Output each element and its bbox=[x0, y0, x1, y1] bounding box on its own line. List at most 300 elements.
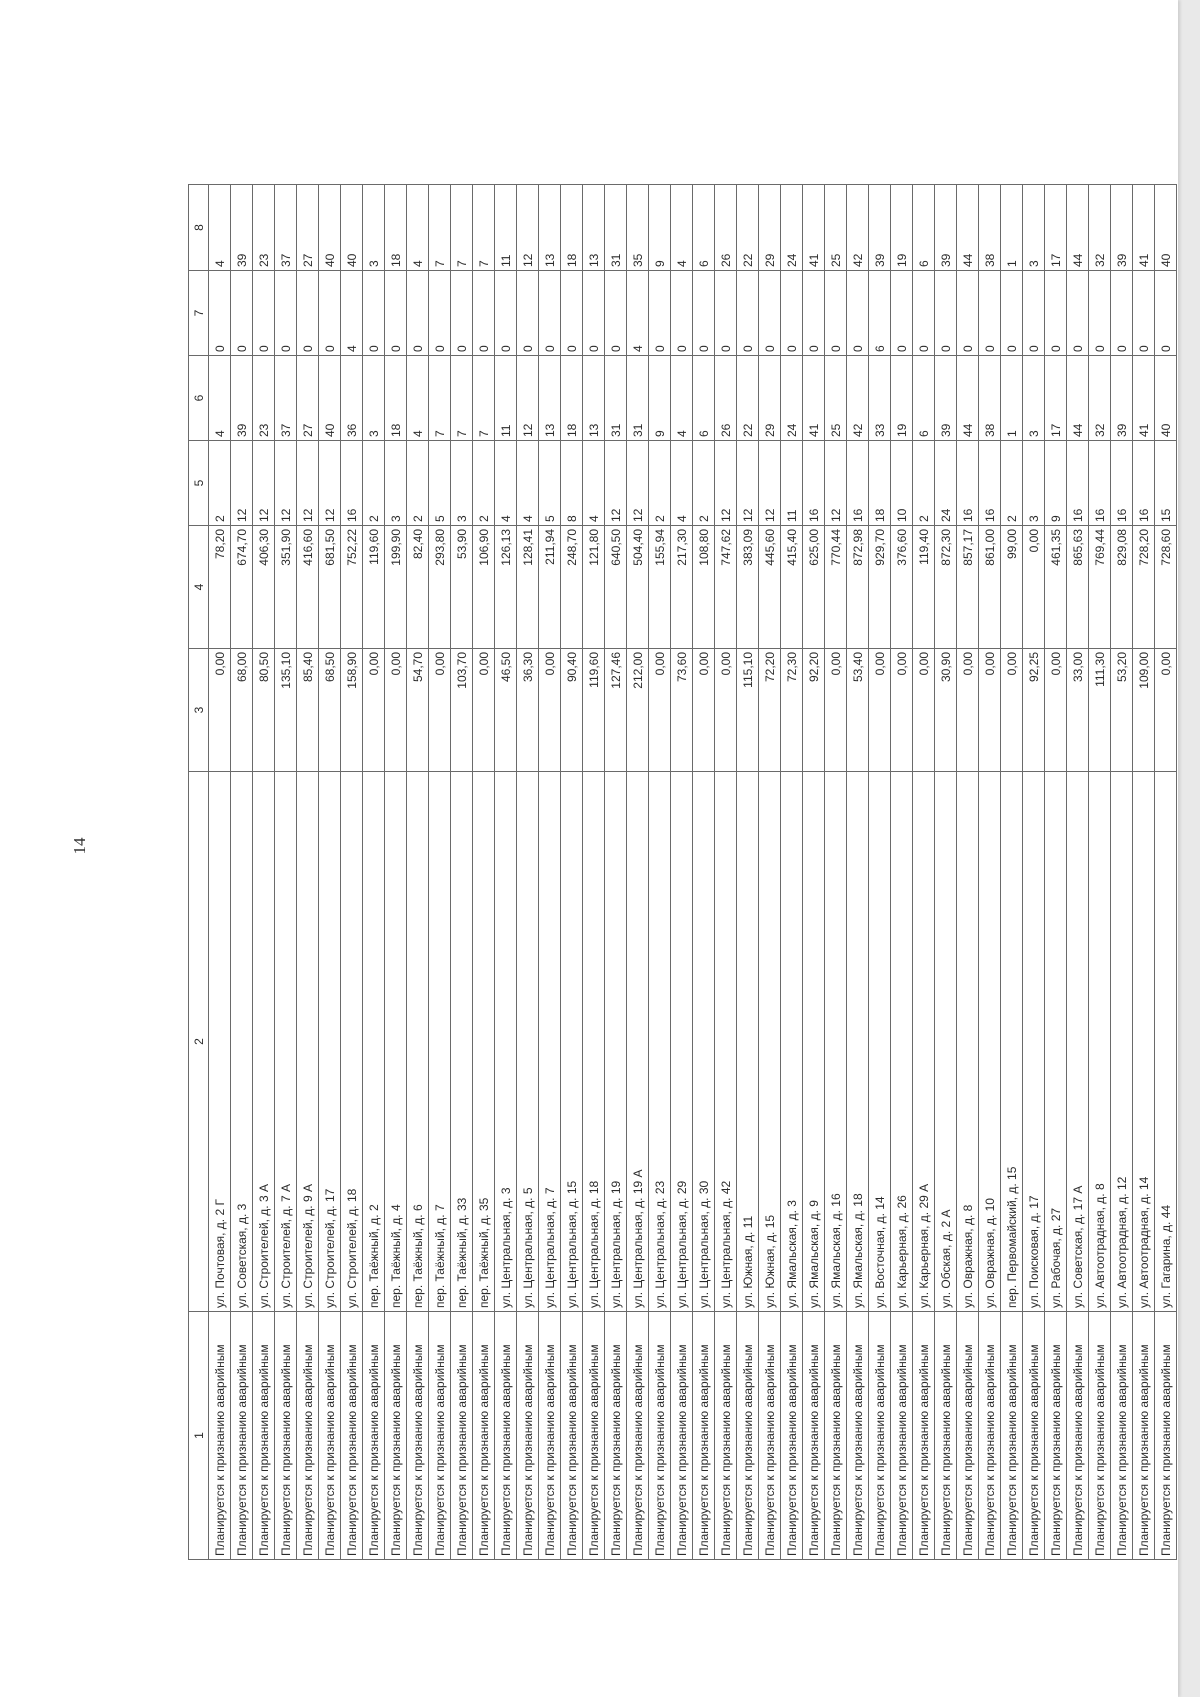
address-cell: ул. Центральная, д. 15 bbox=[561, 772, 583, 1312]
value-cell: 2 bbox=[693, 441, 715, 526]
value-cell: 29 bbox=[759, 185, 781, 271]
value-cell: 445,60 bbox=[759, 526, 781, 649]
value-cell: 6 bbox=[913, 185, 935, 271]
value-cell: 37 bbox=[275, 356, 297, 441]
value-cell: 12 bbox=[319, 441, 341, 526]
value-cell: 4 bbox=[495, 441, 517, 526]
value-cell: 0,00 bbox=[979, 649, 1001, 772]
value-cell: 39 bbox=[869, 185, 891, 271]
value-cell: 33,00 bbox=[1067, 649, 1089, 772]
value-cell: 415,40 bbox=[781, 526, 803, 649]
value-cell: 0,00 bbox=[539, 649, 561, 772]
table-row bbox=[1023, 185, 1045, 1560]
value-cell: 0 bbox=[1133, 271, 1155, 356]
status-cell: Планируется к признанию аварийным bbox=[913, 1312, 935, 1560]
value-cell: 127,46 bbox=[605, 649, 627, 772]
value-cell: 121,80 bbox=[583, 526, 605, 649]
value-cell: 13 bbox=[539, 356, 561, 441]
value-cell: 11 bbox=[495, 185, 517, 271]
status-cell: Планируется к признанию аварийным bbox=[891, 1312, 913, 1560]
address-cell: ул. Почтовая, д. 2 Г bbox=[209, 772, 231, 1312]
value-cell: 18 bbox=[561, 185, 583, 271]
value-cell: 24 bbox=[781, 356, 803, 441]
table-row bbox=[451, 185, 473, 1560]
value-cell: 17 bbox=[1045, 185, 1067, 271]
table-row bbox=[825, 185, 847, 1560]
value-cell: 19 bbox=[891, 356, 913, 441]
value-cell: 41 bbox=[1133, 356, 1155, 441]
value-cell: 9 bbox=[649, 356, 671, 441]
value-cell: 3 bbox=[385, 441, 407, 526]
value-cell: 4 bbox=[341, 271, 363, 356]
value-cell: 752,22 bbox=[341, 526, 363, 649]
status-cell: Планируется к признанию аварийным bbox=[473, 1312, 495, 1560]
value-cell: 11 bbox=[495, 356, 517, 441]
status-cell: Планируется к признанию аварийным bbox=[957, 1312, 979, 1560]
value-cell: 0,00 bbox=[363, 649, 385, 772]
value-cell: 0 bbox=[1089, 271, 1111, 356]
column-number-cell: 8 bbox=[189, 185, 209, 271]
address-cell: ул. Ямальская, д. 9 bbox=[803, 772, 825, 1312]
table-row bbox=[737, 185, 759, 1560]
value-cell: 0,00 bbox=[1001, 649, 1023, 772]
address-cell: ул. Центральная, д. 5 bbox=[517, 772, 539, 1312]
value-cell: 9 bbox=[649, 185, 671, 271]
address-cell: ул. Гагарина, д. 44 bbox=[1155, 772, 1177, 1312]
table-row bbox=[561, 185, 583, 1560]
value-cell: 44 bbox=[1067, 356, 1089, 441]
column-number-cell: 3 bbox=[189, 649, 209, 772]
value-cell: 39 bbox=[1111, 356, 1133, 441]
status-cell: Планируется к признанию аварийным bbox=[649, 1312, 671, 1560]
table-row bbox=[363, 185, 385, 1560]
value-cell: 2 bbox=[913, 441, 935, 526]
value-cell: 78,20 bbox=[209, 526, 231, 649]
address-cell: ул. Восточная, д. 14 bbox=[869, 772, 891, 1312]
value-cell: 15 bbox=[1155, 441, 1177, 526]
value-cell: 4 bbox=[671, 441, 693, 526]
value-cell: 44 bbox=[1067, 185, 1089, 271]
column-number-cell: 6 bbox=[189, 356, 209, 441]
value-cell: 41 bbox=[803, 185, 825, 271]
value-cell: 0 bbox=[781, 271, 803, 356]
value-cell: 72,20 bbox=[759, 649, 781, 772]
value-cell: 0 bbox=[605, 271, 627, 356]
value-cell: 41 bbox=[803, 356, 825, 441]
value-cell: 0 bbox=[517, 271, 539, 356]
status-cell: Планируется к признанию аварийным bbox=[627, 1312, 649, 1560]
status-cell: Планируется к признанию аварийным bbox=[319, 1312, 341, 1560]
value-cell: 39 bbox=[231, 356, 253, 441]
value-cell: 12 bbox=[297, 441, 319, 526]
page-number: 14 bbox=[70, 837, 89, 855]
value-cell: 29 bbox=[759, 356, 781, 441]
value-cell: 16 bbox=[1111, 441, 1133, 526]
value-cell: 82,40 bbox=[407, 526, 429, 649]
value-cell: 1 bbox=[1001, 356, 1023, 441]
value-cell: 293,80 bbox=[429, 526, 451, 649]
value-cell: 23 bbox=[253, 185, 275, 271]
value-cell: 2 bbox=[407, 441, 429, 526]
status-cell: Планируется к признанию аварийным bbox=[297, 1312, 319, 1560]
value-cell: 0 bbox=[957, 271, 979, 356]
value-cell: 461,35 bbox=[1045, 526, 1067, 649]
value-cell: 18 bbox=[869, 441, 891, 526]
value-cell: 0,00 bbox=[891, 649, 913, 772]
address-cell: пер. Таёжный, д. 4 bbox=[385, 772, 407, 1312]
value-cell: 0 bbox=[473, 271, 495, 356]
value-cell: 2 bbox=[649, 441, 671, 526]
table-row bbox=[341, 185, 363, 1560]
status-cell: Планируется к признанию аварийным bbox=[231, 1312, 253, 1560]
address-cell: ул. Автоотрадная, д. 8 bbox=[1089, 772, 1111, 1312]
table-row bbox=[429, 185, 451, 1560]
value-cell: 0 bbox=[363, 271, 385, 356]
table-row bbox=[671, 185, 693, 1560]
status-cell: Планируется к признанию аварийным bbox=[1111, 1312, 1133, 1560]
value-cell: 3 bbox=[1023, 441, 1045, 526]
value-cell: 857,17 bbox=[957, 526, 979, 649]
table-row bbox=[913, 185, 935, 1560]
value-cell: 12 bbox=[627, 441, 649, 526]
value-cell: 32 bbox=[1089, 185, 1111, 271]
table-row bbox=[1045, 185, 1067, 1560]
table-row bbox=[407, 185, 429, 1560]
value-cell: 115,10 bbox=[737, 649, 759, 772]
value-cell: 17 bbox=[1045, 356, 1067, 441]
value-cell: 2 bbox=[473, 441, 495, 526]
value-cell: 861,00 bbox=[979, 526, 1001, 649]
status-cell: Планируется к признанию аварийным bbox=[517, 1312, 539, 1560]
address-cell: ул. Ямальская, д. 18 bbox=[847, 772, 869, 1312]
value-cell: 7 bbox=[473, 356, 495, 441]
address-cell: ул. Карьерная, д. 29 А bbox=[913, 772, 935, 1312]
value-cell: 0 bbox=[209, 271, 231, 356]
address-cell: ул. Строителей, д. 7 А bbox=[275, 772, 297, 1312]
status-cell: Планируется к признанию аварийным bbox=[803, 1312, 825, 1560]
table-row bbox=[803, 185, 825, 1560]
value-cell: 199,90 bbox=[385, 526, 407, 649]
table-row bbox=[209, 185, 231, 1560]
value-cell: 0 bbox=[1111, 271, 1133, 356]
value-cell: 40 bbox=[1155, 185, 1177, 271]
value-cell: 40 bbox=[1155, 356, 1177, 441]
value-cell: 3 bbox=[363, 185, 385, 271]
value-cell: 16 bbox=[1133, 441, 1155, 526]
address-cell: ул. Центральная, д. 30 bbox=[693, 772, 715, 1312]
value-cell: 0,00 bbox=[869, 649, 891, 772]
value-cell: 25 bbox=[825, 356, 847, 441]
value-cell: 0 bbox=[1045, 271, 1067, 356]
value-cell: 0 bbox=[1023, 271, 1045, 356]
status-cell: Планируется к признанию аварийным bbox=[583, 1312, 605, 1560]
table-row bbox=[385, 185, 407, 1560]
status-cell: Планируется к признанию аварийным bbox=[275, 1312, 297, 1560]
value-cell: 40 bbox=[319, 356, 341, 441]
value-cell: 41 bbox=[1133, 185, 1155, 271]
status-cell: Планируется к признанию аварийным bbox=[363, 1312, 385, 1560]
value-cell: 681,50 bbox=[319, 526, 341, 649]
status-cell: Планируется к признанию аварийным bbox=[979, 1312, 1001, 1560]
value-cell: 13 bbox=[583, 185, 605, 271]
table-frame bbox=[188, 185, 1173, 1560]
status-cell: Планируется к признанию аварийным bbox=[1133, 1312, 1155, 1560]
value-cell: 0,00 bbox=[825, 649, 847, 772]
status-cell: Планируется к признанию аварийным bbox=[693, 1312, 715, 1560]
column-number-cell: 2 bbox=[189, 772, 209, 1312]
value-cell: 3 bbox=[1023, 185, 1045, 271]
status-cell: Планируется к признанию аварийным bbox=[429, 1312, 451, 1560]
status-cell: Планируется к признанию аварийным bbox=[451, 1312, 473, 1560]
address-cell: ул. Центральная, д. 19 А bbox=[627, 772, 649, 1312]
value-cell: 16 bbox=[1089, 441, 1111, 526]
value-cell: 10 bbox=[891, 441, 913, 526]
value-cell: 39 bbox=[935, 356, 957, 441]
table-row bbox=[759, 185, 781, 1560]
address-cell: ул. Центральная, д. 18 bbox=[583, 772, 605, 1312]
address-cell: пер. Таёжный, д. 6 bbox=[407, 772, 429, 1312]
value-cell: 0,00 bbox=[473, 649, 495, 772]
value-cell: 0,00 bbox=[715, 649, 737, 772]
value-cell: 13 bbox=[583, 356, 605, 441]
value-cell: 0 bbox=[407, 271, 429, 356]
value-cell: 18 bbox=[385, 185, 407, 271]
address-cell: ул. Советская, д. 3 bbox=[231, 772, 253, 1312]
value-cell: 769,44 bbox=[1089, 526, 1111, 649]
value-cell: 217,30 bbox=[671, 526, 693, 649]
table-row bbox=[979, 185, 1001, 1560]
value-cell: 53,90 bbox=[451, 526, 473, 649]
address-cell: ул. Центральная, д. 42 bbox=[715, 772, 737, 1312]
value-cell: 36 bbox=[341, 356, 363, 441]
address-cell: ул. Ямальская, д. 3 bbox=[781, 772, 803, 1312]
value-cell: 119,60 bbox=[583, 649, 605, 772]
status-cell: Планируется к признанию аварийным bbox=[869, 1312, 891, 1560]
value-cell: 16 bbox=[979, 441, 1001, 526]
table-row bbox=[583, 185, 605, 1560]
value-cell: 0 bbox=[759, 271, 781, 356]
value-cell: 85,40 bbox=[297, 649, 319, 772]
value-cell: 728,60 bbox=[1155, 526, 1177, 649]
value-cell: 770,44 bbox=[825, 526, 847, 649]
table-row bbox=[869, 185, 891, 1560]
table-row bbox=[297, 185, 319, 1560]
value-cell: 12 bbox=[825, 441, 847, 526]
value-cell: 0 bbox=[693, 271, 715, 356]
value-cell: 25 bbox=[825, 185, 847, 271]
value-cell: 16 bbox=[847, 441, 869, 526]
value-cell: 0 bbox=[275, 271, 297, 356]
value-cell: 504,40 bbox=[627, 526, 649, 649]
value-cell: 6 bbox=[693, 356, 715, 441]
table-row bbox=[1067, 185, 1089, 1560]
value-cell: 0 bbox=[561, 271, 583, 356]
value-cell: 211,94 bbox=[539, 526, 561, 649]
value-cell: 212,00 bbox=[627, 649, 649, 772]
value-cell: 39 bbox=[935, 185, 957, 271]
value-cell: 929,70 bbox=[869, 526, 891, 649]
value-cell: 0 bbox=[1067, 271, 1089, 356]
value-cell: 0 bbox=[539, 271, 561, 356]
table-row bbox=[693, 185, 715, 1560]
address-cell: ул. Советская, д. 17 А bbox=[1067, 772, 1089, 1312]
value-cell: 22 bbox=[737, 185, 759, 271]
value-cell: 0,00 bbox=[649, 649, 671, 772]
status-cell: Планируется к признанию аварийным bbox=[407, 1312, 429, 1560]
value-cell: 12 bbox=[737, 441, 759, 526]
value-cell: 248,70 bbox=[561, 526, 583, 649]
value-cell: 0,00 bbox=[1023, 526, 1045, 649]
status-cell: Планируется к признанию аварийным bbox=[1089, 1312, 1111, 1560]
table-body bbox=[189, 185, 1177, 1560]
value-cell: 0 bbox=[803, 271, 825, 356]
status-cell: Планируется к признанию аварийным bbox=[1023, 1312, 1045, 1560]
table-row bbox=[473, 185, 495, 1560]
value-cell: 0 bbox=[297, 271, 319, 356]
value-cell: 0 bbox=[671, 271, 693, 356]
table-row bbox=[847, 185, 869, 1560]
value-cell: 39 bbox=[231, 185, 253, 271]
address-cell: ул. Южная, д. 15 bbox=[759, 772, 781, 1312]
value-cell: 12 bbox=[253, 441, 275, 526]
value-cell: 674,70 bbox=[231, 526, 253, 649]
value-cell: 416,60 bbox=[297, 526, 319, 649]
value-cell: 68,00 bbox=[231, 649, 253, 772]
value-cell: 0 bbox=[1155, 271, 1177, 356]
status-cell: Планируется к признанию аварийным bbox=[495, 1312, 517, 1560]
value-cell: 0,00 bbox=[693, 649, 715, 772]
value-cell: 16 bbox=[341, 441, 363, 526]
column-number-cell: 1 bbox=[189, 1312, 209, 1560]
table-row bbox=[539, 185, 561, 1560]
value-cell: 135,10 bbox=[275, 649, 297, 772]
value-cell: 19 bbox=[891, 185, 913, 271]
value-cell: 0 bbox=[495, 271, 517, 356]
address-cell: пер. Таёжный, д. 33 bbox=[451, 772, 473, 1312]
table-row bbox=[275, 185, 297, 1560]
table-row bbox=[605, 185, 627, 1560]
value-cell: 73,60 bbox=[671, 649, 693, 772]
value-cell: 80,50 bbox=[253, 649, 275, 772]
status-cell: Планируется к признанию аварийным bbox=[1067, 1312, 1089, 1560]
value-cell: 16 bbox=[957, 441, 979, 526]
table-row bbox=[781, 185, 803, 1560]
value-cell: 5 bbox=[539, 441, 561, 526]
value-cell: 0,00 bbox=[209, 649, 231, 772]
value-cell: 4 bbox=[209, 356, 231, 441]
table-row bbox=[891, 185, 913, 1560]
value-cell: 109,00 bbox=[1133, 649, 1155, 772]
value-cell: 625,00 bbox=[803, 526, 825, 649]
address-cell: пер. Таёжный, д. 7 bbox=[429, 772, 451, 1312]
value-cell: 42 bbox=[847, 356, 869, 441]
value-cell: 46,50 bbox=[495, 649, 517, 772]
status-cell: Планируется к признанию аварийным bbox=[759, 1312, 781, 1560]
value-cell: 640,50 bbox=[605, 526, 627, 649]
value-cell: 40 bbox=[319, 185, 341, 271]
value-cell: 37 bbox=[275, 185, 297, 271]
value-cell: 27 bbox=[297, 185, 319, 271]
value-cell: 119,60 bbox=[363, 526, 385, 649]
value-cell: 0 bbox=[319, 271, 341, 356]
status-cell: Планируется к признанию аварийным bbox=[847, 1312, 869, 1560]
status-cell: Планируется к признанию аварийным bbox=[561, 1312, 583, 1560]
address-cell: ул. Строителей, д. 17 bbox=[319, 772, 341, 1312]
value-cell: 44 bbox=[957, 185, 979, 271]
value-cell: 13 bbox=[539, 185, 561, 271]
value-cell: 0 bbox=[737, 271, 759, 356]
value-cell: 0,00 bbox=[385, 649, 407, 772]
address-cell: ул. Строителей, д. 18 bbox=[341, 772, 363, 1312]
value-cell: 32 bbox=[1089, 356, 1111, 441]
status-cell: Планируется к признанию аварийным bbox=[1155, 1312, 1177, 1560]
value-cell: 11 bbox=[781, 441, 803, 526]
value-cell: 12 bbox=[517, 185, 539, 271]
value-cell: 829,08 bbox=[1111, 526, 1133, 649]
value-cell: 155,94 bbox=[649, 526, 671, 649]
value-cell: 0 bbox=[715, 271, 737, 356]
value-cell: 158,90 bbox=[341, 649, 363, 772]
address-cell: ул. Карьерная, д. 26 bbox=[891, 772, 913, 1312]
status-cell: Планируется к признанию аварийным bbox=[781, 1312, 803, 1560]
value-cell: 12 bbox=[275, 441, 297, 526]
table-row bbox=[649, 185, 671, 1560]
address-cell: ул. Центральная, д. 3 bbox=[495, 772, 517, 1312]
value-cell: 2 bbox=[1001, 441, 1023, 526]
value-cell: 42 bbox=[847, 185, 869, 271]
table-row bbox=[1133, 185, 1155, 1560]
column-number-cell: 5 bbox=[189, 441, 209, 526]
address-cell: пер. Первомайский, д. 15 bbox=[1001, 772, 1023, 1312]
value-cell: 40 bbox=[341, 185, 363, 271]
value-cell: 12 bbox=[759, 441, 781, 526]
value-cell: 68,50 bbox=[319, 649, 341, 772]
value-cell: 0 bbox=[913, 271, 935, 356]
value-cell: 24 bbox=[935, 441, 957, 526]
value-cell: 31 bbox=[605, 356, 627, 441]
value-cell: 12 bbox=[517, 356, 539, 441]
value-cell: 31 bbox=[605, 185, 627, 271]
value-cell: 106,90 bbox=[473, 526, 495, 649]
address-cell: ул. Поисковая, д. 17 bbox=[1023, 772, 1045, 1312]
value-cell: 36,30 bbox=[517, 649, 539, 772]
status-cell: Планируется к признанию аварийным bbox=[341, 1312, 363, 1560]
table-row bbox=[627, 185, 649, 1560]
column-number-cell: 4 bbox=[189, 526, 209, 649]
value-cell: 2 bbox=[209, 441, 231, 526]
value-cell: 33 bbox=[869, 356, 891, 441]
value-cell: 7 bbox=[429, 185, 451, 271]
status-cell: Планируется к признанию аварийным bbox=[715, 1312, 737, 1560]
value-cell: 92,20 bbox=[803, 649, 825, 772]
address-cell: пер. Таёжный, д. 35 bbox=[473, 772, 495, 1312]
value-cell: 4 bbox=[517, 441, 539, 526]
value-cell: 53,20 bbox=[1111, 649, 1133, 772]
table-row bbox=[715, 185, 737, 1560]
housing-table bbox=[188, 184, 1177, 1560]
value-cell: 4 bbox=[407, 185, 429, 271]
value-cell: 72,30 bbox=[781, 649, 803, 772]
value-cell: 4 bbox=[407, 356, 429, 441]
value-cell: 0 bbox=[429, 271, 451, 356]
value-cell: 7 bbox=[429, 356, 451, 441]
table-row bbox=[1111, 185, 1133, 1560]
address-cell: ул. Центральная, д. 23 bbox=[649, 772, 671, 1312]
table-row bbox=[957, 185, 979, 1560]
value-cell: 351,90 bbox=[275, 526, 297, 649]
value-cell: 111,30 bbox=[1089, 649, 1111, 772]
value-cell: 0,00 bbox=[1045, 649, 1067, 772]
